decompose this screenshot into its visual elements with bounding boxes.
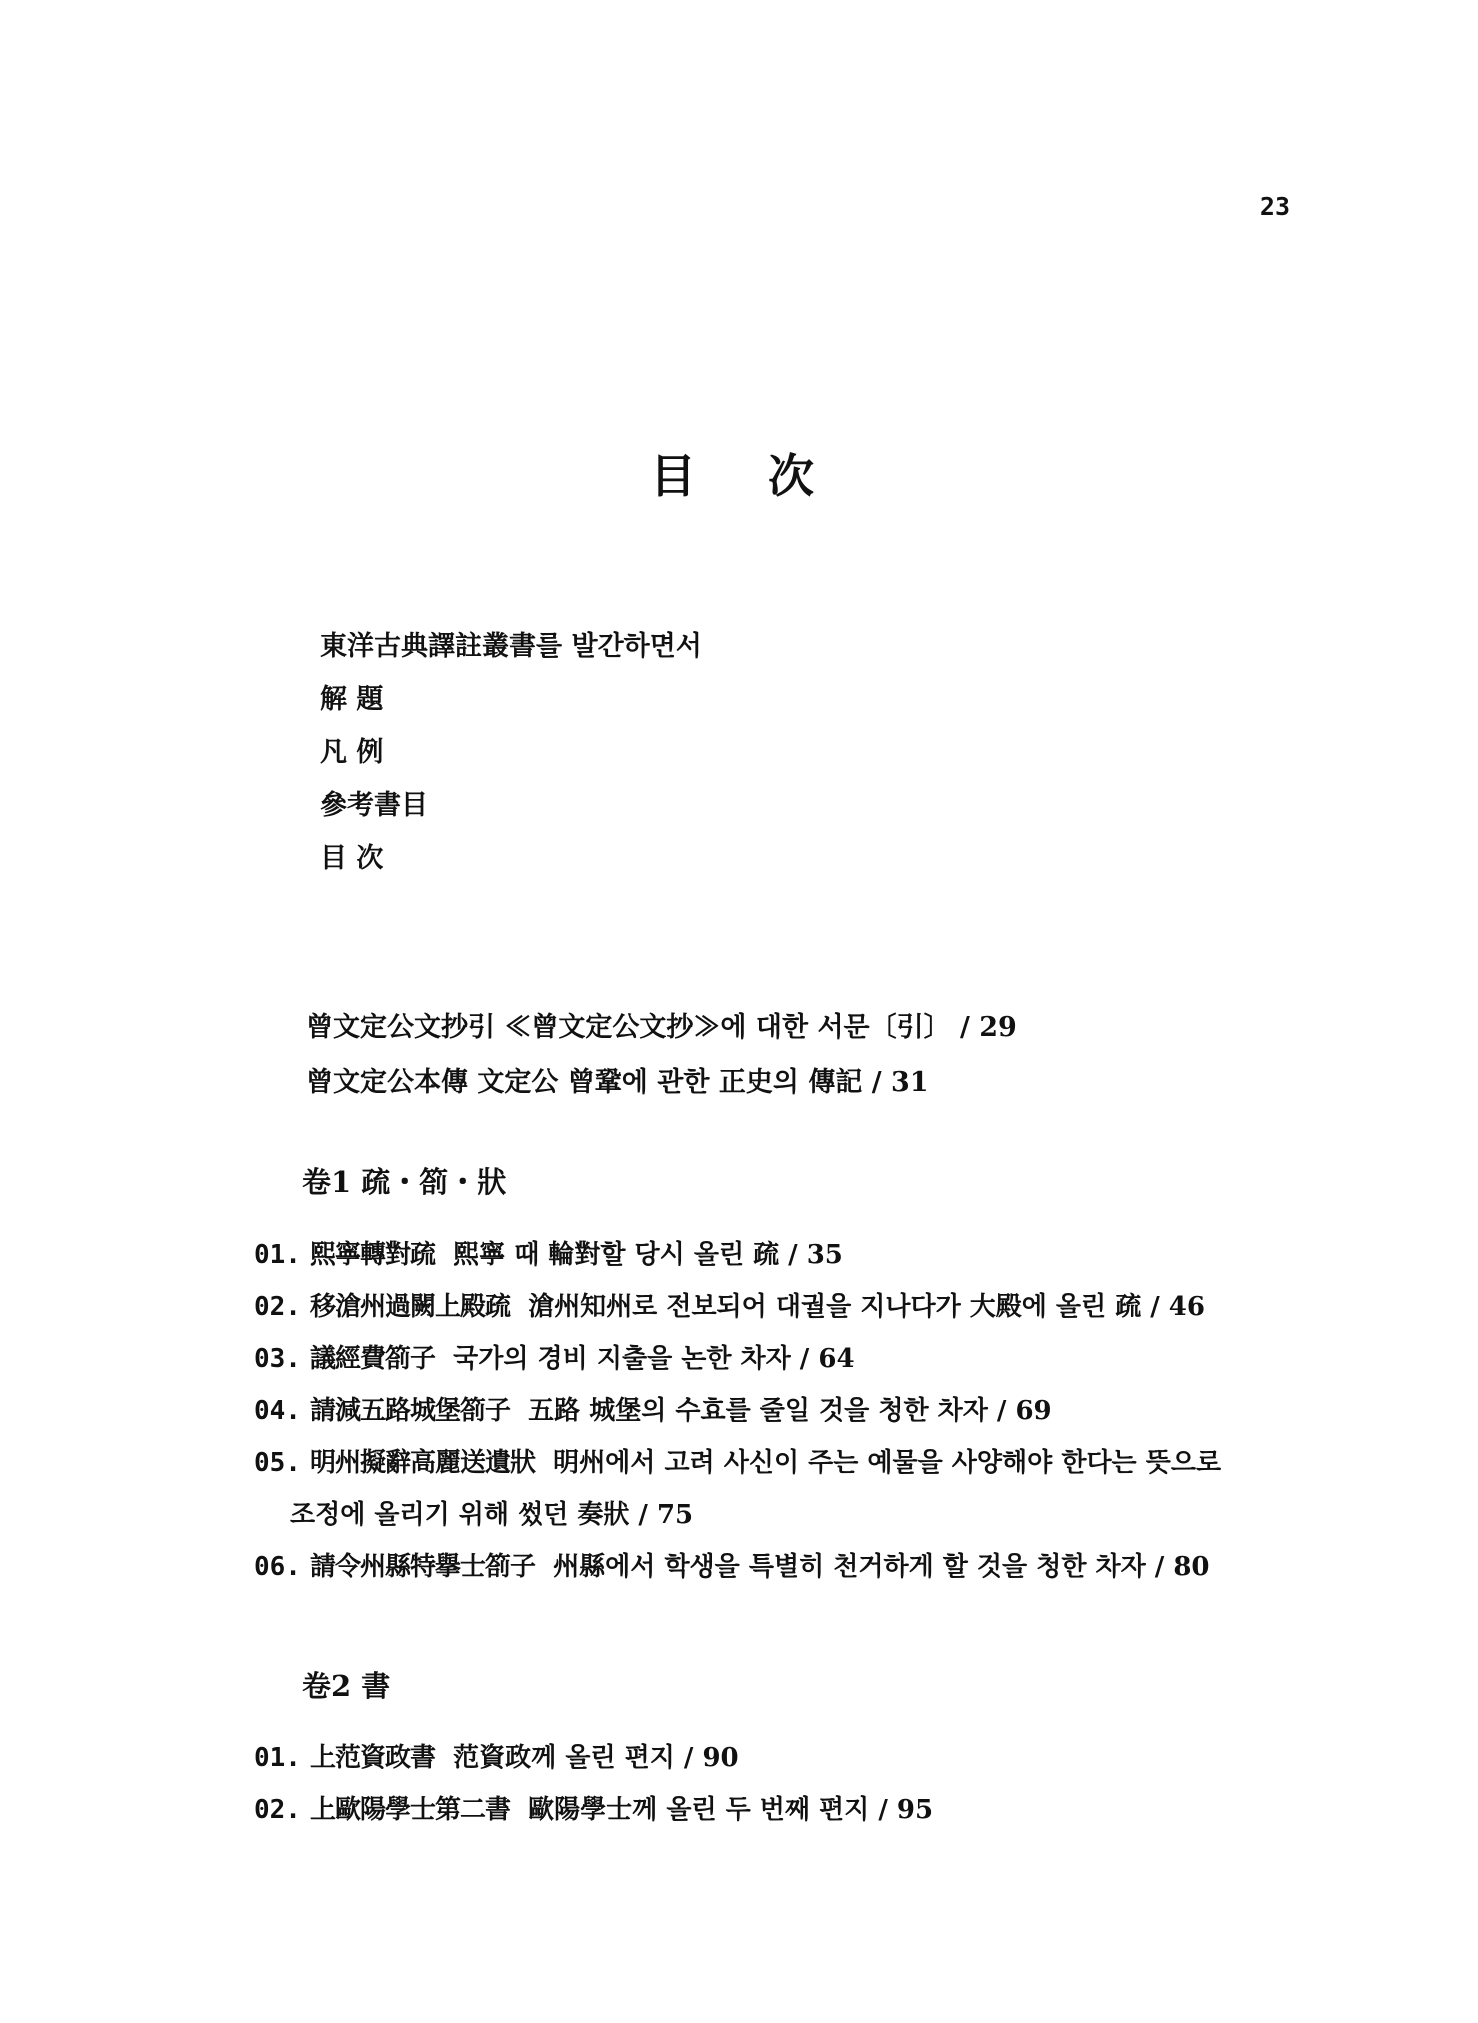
entry-number: 02. bbox=[254, 1292, 301, 1322]
entry-title: 議經費箚子 bbox=[310, 1344, 436, 1374]
toc-entry bbox=[254, 1437, 1234, 1541]
entry-title: 上歐陽學士第二書 bbox=[310, 1795, 511, 1825]
entry-description: 국가의 경비 지출을 논한 차자 / 64 bbox=[453, 1344, 855, 1374]
preface-entry: 曾文定公本傳 文定公 曾鞏에 관한 正史의 傳記 / 31 bbox=[306, 1067, 929, 1098]
entry-number: 01. bbox=[254, 1240, 301, 1270]
front-matter-item: 目 次 bbox=[320, 843, 384, 874]
front-matter-item: 解 題 bbox=[320, 684, 384, 715]
toc-entry bbox=[254, 1784, 1234, 1836]
entry-number: 05. bbox=[254, 1448, 301, 1478]
entry-number: 06. bbox=[254, 1552, 301, 1582]
entry-title: 明州擬辭高麗送遺狀 bbox=[310, 1448, 536, 1478]
front-matter-item: 凡 例 bbox=[320, 737, 384, 768]
entry-number: 03. bbox=[254, 1344, 301, 1374]
entry-title: 請令州縣特擧士箚子 bbox=[310, 1552, 536, 1582]
entry-description: 滄州知州로 전보되어 대궐을 지나다가 大殿에 올린 疏 / 46 bbox=[528, 1292, 1205, 1322]
front-matter-item: 參考書目 bbox=[320, 790, 428, 821]
entry-title: 上范資政書 bbox=[310, 1743, 436, 1773]
entry-title: 移滄州過闕上殿疏 bbox=[310, 1292, 511, 1322]
volume-1-heading: 卷1 疏・箚・狀 bbox=[302, 1165, 507, 1199]
preface-entry: 曾文定公文抄引 ≪曾文定公文抄≫에 대한 서문〔引〕 / 29 bbox=[306, 1012, 1017, 1043]
front-matter-item: 東洋古典譯註叢書를 발간하면서 bbox=[320, 631, 702, 662]
toc-entry bbox=[254, 1732, 1234, 1784]
entry-number: 02. bbox=[254, 1795, 301, 1825]
entry-description: 五路 城堡의 수효를 줄일 것을 청한 차자 / 69 bbox=[528, 1396, 1052, 1426]
toc-entry bbox=[254, 1541, 1234, 1593]
entry-description: 范資政께 올린 편지 / 90 bbox=[453, 1743, 739, 1773]
page-number: 23 bbox=[1259, 192, 1290, 221]
toc-entry bbox=[254, 1281, 1234, 1333]
entry-description: 歐陽學士께 올린 두 번째 편지 / 95 bbox=[528, 1795, 934, 1825]
volume-2-entries bbox=[254, 1732, 1234, 1836]
entry-number: 01. bbox=[254, 1743, 301, 1773]
front-matter-list bbox=[320, 620, 702, 885]
preface-list bbox=[306, 1000, 1017, 1110]
toc-entry bbox=[254, 1333, 1234, 1385]
toc-entry bbox=[254, 1385, 1234, 1437]
volume-2-heading: 卷2 書 bbox=[302, 1669, 391, 1703]
entry-title: 請減五路城堡箚子 bbox=[310, 1396, 511, 1426]
entry-description: 州縣에서 학생을 특별히 천거하게 할 것을 청한 차자 / 80 bbox=[553, 1552, 1210, 1582]
toc-entry bbox=[254, 1229, 1234, 1281]
entry-description: 熙寧 때 輪對할 당시 올린 疏 / 35 bbox=[453, 1240, 843, 1270]
entry-number: 04. bbox=[254, 1396, 301, 1426]
entry-title: 熙寧轉對疏 bbox=[310, 1240, 436, 1270]
entry-description: 明州에서 고려 사신이 주는 예물을 사양해야 한다는 뜻으로 조정에 올리기 위해 썼던 奏狀 / 75 bbox=[290, 1448, 1222, 1530]
volume-1-entries bbox=[254, 1229, 1234, 1593]
page-title: 目 次 bbox=[649, 449, 842, 503]
